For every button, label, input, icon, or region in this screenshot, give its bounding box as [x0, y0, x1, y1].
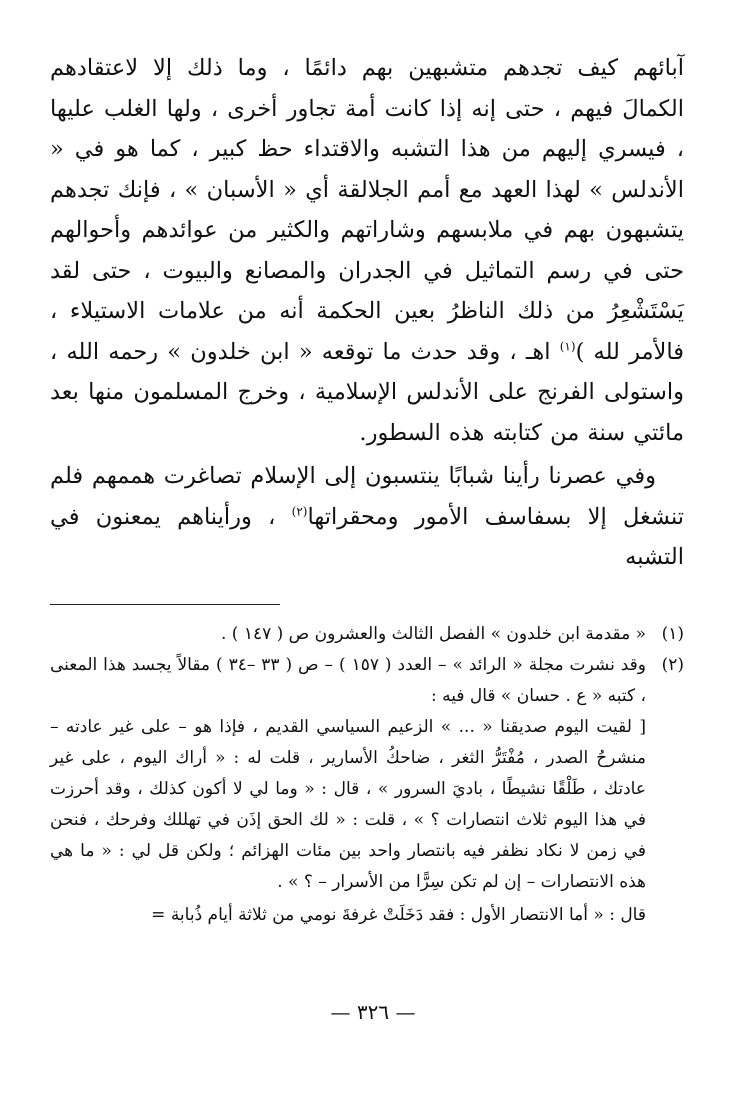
footnote-1: [50, 619, 684, 650]
paragraph-1-text: آبائهم كيف تجدهم متشبهين بهم دائمًا ، وما ذلك إلا لاعتقادهم الكمالَ فيهم ، حتى إنه إذا كانت أمة تجاور أخرى ، ولها الغلب عليها ، فيسري إليهم من هذا التشبه والاقتداء حظ كبير ، كما هو في « الأندلس » لهذا العهد مع أمم الجلالقة أي « الأسبان » ، فإنك تجدهم يتشبهون بهم في ملابسهم وشاراتهم والكثير من عوائدهم وأحوالهم حتى في رسم التماثيل في الجدران والمصانع والبيوت ، حتى لقد يَسْتَشْعِرُ من ذلك الناظرُ بعين الحكمة أنه من علامات الاستيلاء ، فالأمر لله ): [50, 55, 685, 365]
footnote-2: [50, 650, 684, 712]
footnote-text: وقد نشرت مجلة « الرائد » – العدد ( ١٥٧ ) – ص ( ٣٣ –٣٤ ) مقالاً يجسد هذا المعنى ، كتبه « ع . حسان » قال فيه :: [50, 654, 647, 706]
document-page: [50, 48, 684, 931]
paragraph-2-end: ، ورأيناهم يمعنون في التشبه: [50, 503, 684, 570]
footnote-number: (٢): [661, 654, 684, 675]
main-text: [50, 48, 684, 578]
paragraph-1: [50, 48, 684, 453]
footnote-continuation: قال : « أما الانتصار الأول : فقد دَخَلَتْ غرفةَ نومي من ثلاثة أيام ذُبابة =: [151, 904, 646, 925]
footnotes: [50, 619, 684, 931]
page-number: — ٣٢٦ —: [330, 1000, 416, 1024]
footnote-number: (١): [661, 623, 684, 644]
footnote-ref-2[interactable]: (٢): [291, 504, 308, 518]
paragraph-1-end: اهـ ، وقد حدث ما توقعه « ابن خلدون » رحمه الله ، واستولى الفرنج على الأندلس الإسلامية ، وخرج المسلمون منها بعد مائتي سنة من كتابته هذه السطور.: [50, 338, 684, 446]
footnote-ref-1[interactable]: (١): [559, 339, 576, 353]
paragraph-2-text: وفي عصرنا رأينا شبابًا ينتسبون إلى الإسلام تصاغرت هممهم فلم تنشغل إلا بسفاسف الأمور ومحقراتها: [50, 463, 684, 530]
footnote-text: « مقدمة ابن خلدون » الفصل الثالث والعشرون ص ( ١٤٧ ) .: [220, 623, 646, 644]
paragraph-2: [50, 456, 684, 578]
footnote-quote: [ لقيت اليوم صديقنا « ... » الزعيم السياسي القديم ، فإذا هو – على غير عادته – منشرحُ الصدر ، مُفْتَرُّ الثغر ، ضاحكُ الأسارير ، قلت له : « أراك اليوم ، على غير عادتك ، طَلْقًا نشيطًا ، باديَ السرور » ، قال : « وما لي لا أكون كذلك ، وقد أحرزت في هذا اليوم ثلاث انتصارات ؟ » ، قلت : « لك الحق إذَن في تهللك وفرحك ، فنحن في زمن لا نكاد نظفر فيه بانتصار واحد بين مئات الهزائم ؛ ولكن قل لي : « ما هي هذه الانتصارات – إن لم تكن سِرًّا من الأسرار – ؟ » .: [50, 716, 646, 892]
footnote-separator: [50, 604, 280, 605]
